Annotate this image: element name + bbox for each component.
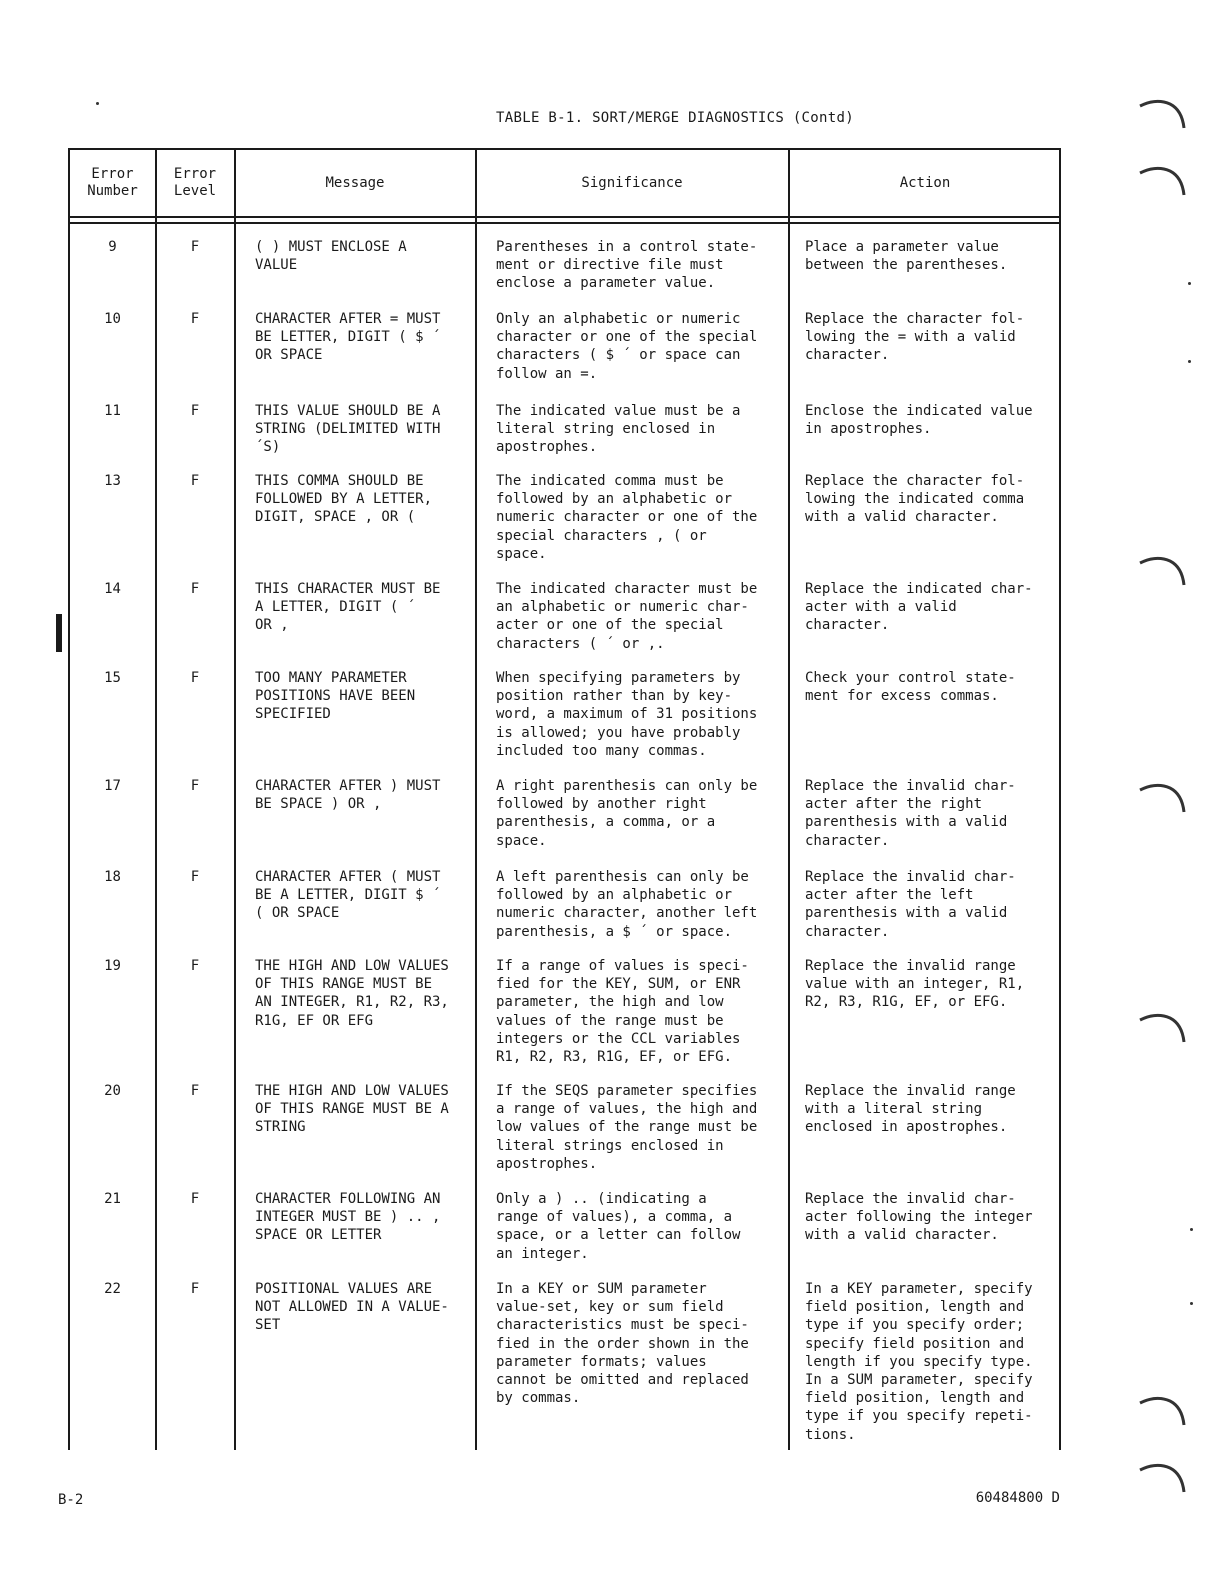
binding-curl-icon [1138,1012,1188,1052]
significance-cell: Only an alphabetic or numeric character or one of the special characters ( $ ´ or space can follow an =. [496,311,758,382]
message-cell: CHARACTER AFTER = MUST BE LETTER, DIGIT ( $ ´ OR SPACE [255,311,441,364]
action-cell: Check your control state- ment for excess commas. [805,670,1016,705]
binding-curl-icon [1138,1395,1188,1435]
action-cell: Replace the invalid range with a literal string enclosed in apostrophes. [805,1083,1016,1136]
error-level-cell: F [190,473,200,489]
action-cell: Enclose the indicated value in apostrophes. [805,403,1033,438]
error-level-cell: F [190,581,200,597]
error-number-cell: 14 [104,581,121,597]
error-level-cell: F [190,869,200,885]
error-level-cell: F [190,1083,200,1099]
significance-cell: Parentheses in a control state- ment or directive file must enclose a parameter value. [496,239,758,292]
binding-curl-icon [1138,98,1188,138]
speck [96,102,99,105]
message-cell: THIS COMMA SHOULD BE FOLLOWED BY A LETTER, DIGIT, SPACE , OR ( [255,473,433,526]
error-number-cell: 18 [104,869,121,885]
binding-curl-icon [1138,165,1188,205]
error-number-cell: 10 [104,311,121,327]
error-level-cell: F [190,958,200,974]
significance-cell: If the SEQS parameter specifies a range of values, the high and low values of the range must be literal strings enclosed in apostrophes. [496,1083,758,1172]
message-cell: THIS VALUE SHOULD BE A STRING (DELIMITED WITH ´S) [255,403,441,456]
error-number-cell: 21 [104,1191,121,1207]
change-bar [56,614,62,652]
header-significance: Significance [581,174,683,191]
binding-curl-icon [1138,555,1188,595]
page-number: B-2 [58,1492,84,1508]
header-error-number: Error Number [87,166,138,199]
action-cell: Replace the invalid char- acter after the right parenthesis with a valid character. [805,778,1016,849]
message-cell: CHARACTER AFTER ( MUST BE A LETTER, DIGIT $ ´ ( OR SPACE [255,869,441,922]
message-cell: TOO MANY PARAMETER POSITIONS HAVE BEEN SPECIFIED [255,670,416,723]
error-number-cell: 20 [104,1083,121,1099]
message-cell: POSITIONAL VALUES ARE NOT ALLOWED IN A VALUE- SET [255,1281,449,1334]
action-cell: Replace the invalid char- acter following the integer with a valid character. [805,1191,1033,1244]
action-cell: Replace the invalid char- acter after the left parenthesis with a valid character. [805,869,1016,940]
action-cell: Replace the character fol- lowing the = with a valid character. [805,311,1025,364]
header-message: Message [325,174,385,191]
error-level-cell: F [190,1191,200,1207]
significance-cell: The indicated comma must be followed by an alphabetic or numeric character or one of the special characters , ( or space. [496,473,758,562]
error-number-cell: 19 [104,958,121,974]
error-number-cell: 15 [104,670,121,686]
speck [1190,1228,1193,1231]
diagnostics-table [68,148,1061,1450]
error-level-cell: F [190,670,200,686]
significance-cell: The indicated value must be a literal string enclosed in apostrophes. [496,403,741,456]
column-divider [788,150,790,1450]
header-error-level: Error Level [173,166,217,199]
column-divider [155,150,157,1450]
significance-cell: A left parenthesis can only be followed by an alphabetic or numeric character, another left parenthesis, a $ ´ or space. [496,869,758,940]
message-cell: ( ) MUST ENCLOSE A VALUE [255,239,407,274]
document-number: 60484800 D [975,1490,1060,1506]
error-level-cell: F [190,239,200,255]
error-number-cell: 22 [104,1281,121,1297]
action-cell: Replace the indicated char- acter with a valid character. [805,581,1033,634]
error-number-cell: 13 [104,473,121,489]
message-cell: THE HIGH AND LOW VALUES OF THIS RANGE MUST BE AN INTEGER, R1, R2, R3, R1G, EF OR EFG [255,958,449,1029]
message-cell: THIS CHARACTER MUST BE A LETTER, DIGIT ( ´ OR , [255,581,441,634]
significance-cell: Only a ) .. (indicating a range of values), a comma, a space, or a letter can follow an integer. [496,1191,741,1262]
message-cell: THE HIGH AND LOW VALUES OF THIS RANGE MUST BE A STRING [255,1083,449,1136]
column-divider [475,150,477,1450]
speck [1190,1302,1193,1305]
page-title: TABLE B-1. SORT/MERGE DIAGNOSTICS (Contd) [496,110,854,126]
significance-cell: The indicated character must be an alphabetic or numeric char- acter or one of the special characters ( ´ or ,. [496,581,758,652]
column-divider [234,150,236,1450]
significance-cell: When specifying parameters by position rather than by key- word, a maximum of 31 positions is allowed; you have probably included too many commas. [496,670,758,759]
action-cell: Replace the invalid range value with an integer, R1, R2, R3, R1G, EF, or EFG. [805,958,1025,1011]
action-cell: Replace the character fol- lowing the indicated comma with a valid character. [805,473,1025,526]
message-cell: CHARACTER AFTER ) MUST BE SPACE ) OR , [255,778,441,813]
binding-curl-icon [1138,782,1188,822]
message-cell: CHARACTER FOLLOWING AN INTEGER MUST BE ) .. , SPACE OR LETTER [255,1191,441,1244]
error-level-cell: F [190,311,200,327]
error-number-cell: 9 [108,239,117,255]
binding-curl-icon [1138,1462,1188,1502]
action-cell: In a KEY parameter, specify field position, length and type if you specify order; specify field position and length if you specify type. In a SUM parameter, specify field position, length and type if you specify repeti- tions. [805,1281,1033,1443]
significance-cell: A right parenthesis can only be followed by another right parenthesis, a comma, or a space. [496,778,758,849]
action-cell: Place a parameter value between the parentheses. [805,239,1008,274]
speck [1188,282,1191,285]
error-level-cell: F [190,1281,200,1297]
significance-cell: If a range of values is speci- fied for the KEY, SUM, or ENR parameter, the high and low values of the range must be integers or the CCL variables R1, R2, R3, R1G, EF, or EFG. [496,958,749,1066]
header-rule [70,216,1059,224]
error-number-cell: 11 [104,403,121,419]
error-level-cell: F [190,403,200,419]
header-action: Action [899,174,951,191]
speck [1188,360,1191,363]
error-level-cell: F [190,778,200,794]
error-number-cell: 17 [104,778,121,794]
significance-cell: In a KEY or SUM parameter value-set, key or sum field characteristics must be speci- fied in the order shown in the parameter formats; values cannot be omitted and replaced by commas. [496,1281,749,1407]
